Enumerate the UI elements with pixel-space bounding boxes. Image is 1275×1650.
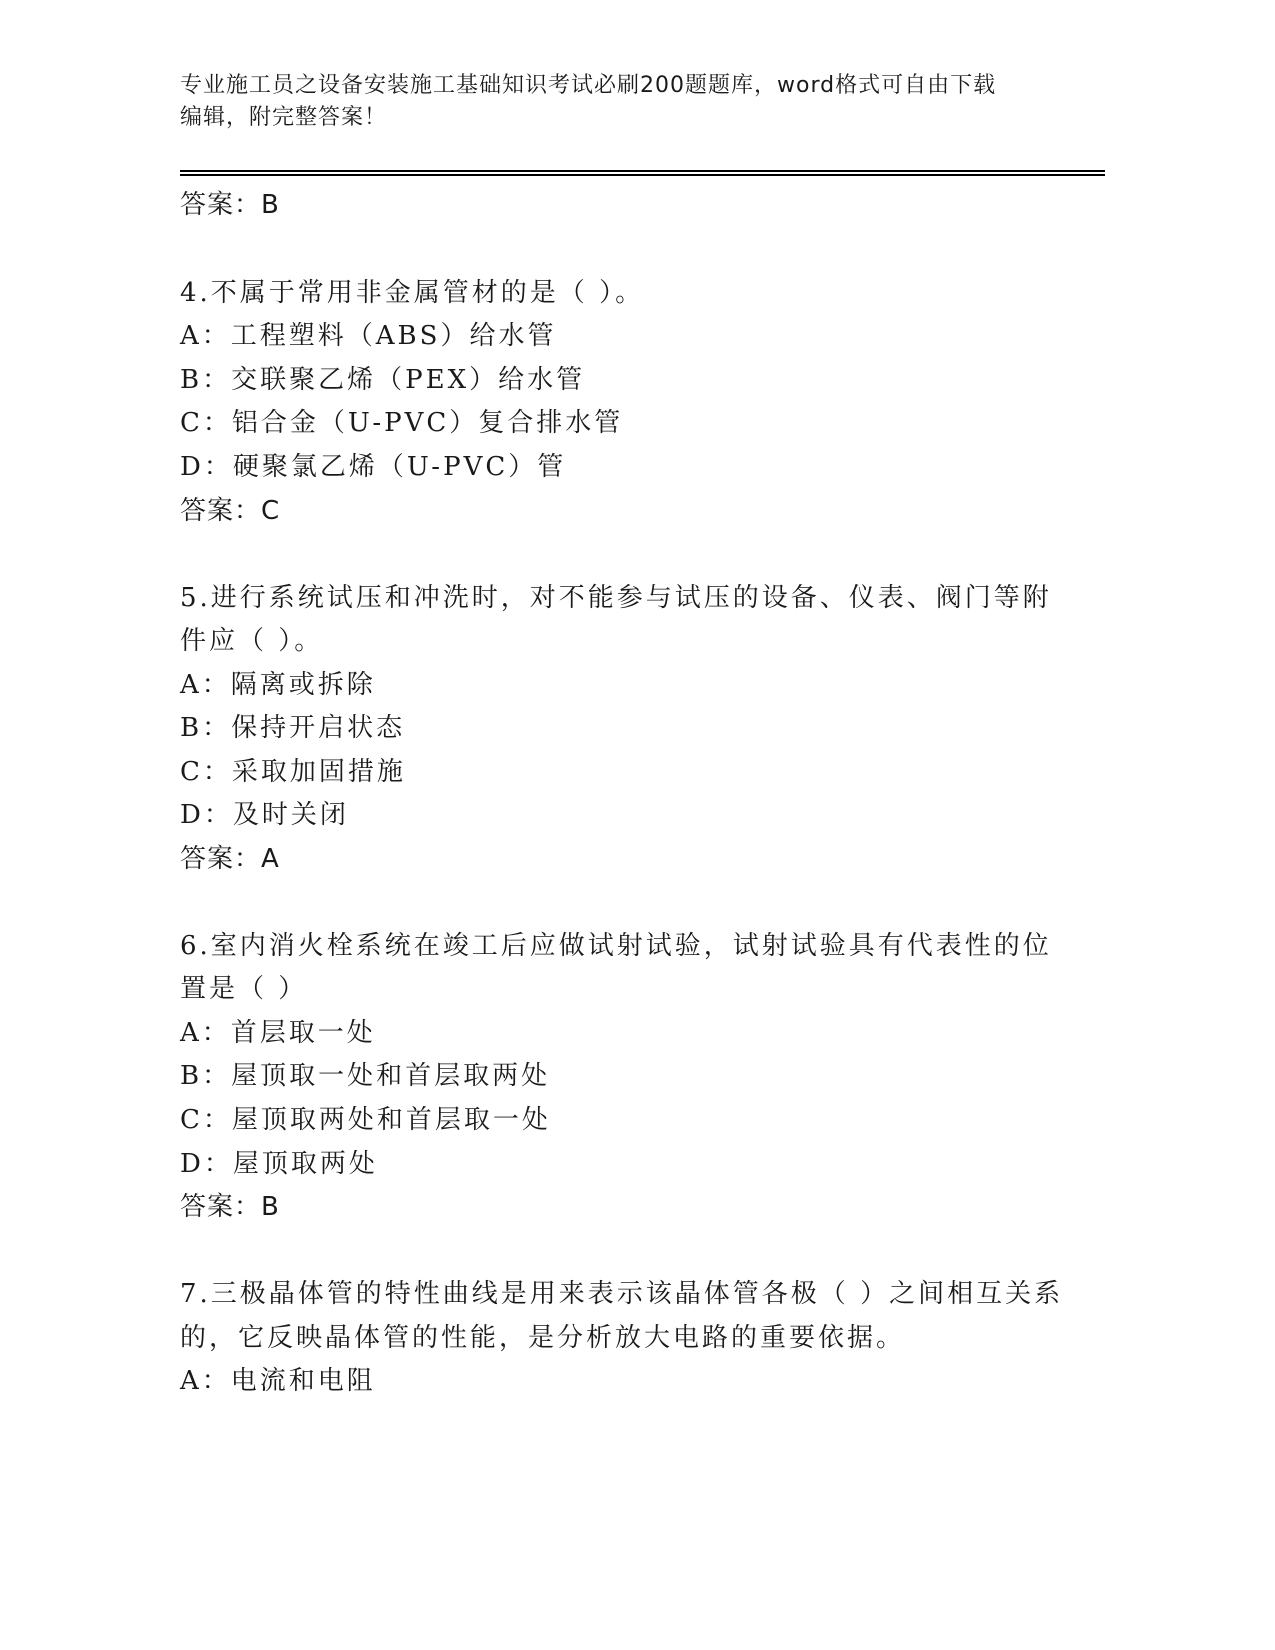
question-7-option-a: A：电流和电阻 <box>180 1366 376 1396</box>
question-7-stem-line-2: 的，它反映晶体管的性能，是分析放大电路的重要依据。 <box>180 1323 906 1353</box>
question-6-answer: 答案：B <box>180 1192 280 1222</box>
question-5-option-a: A：隔离或拆除 <box>180 670 376 700</box>
question-5-stem-line-1: 5.进行系统试压和冲洗时，对不能参与试压的设备、仪表、阀门等附 <box>180 583 1052 613</box>
header-divider-bottom <box>180 174 1105 176</box>
header-line-2: 编辑，附完整答案！ <box>180 105 388 130</box>
document-header <box>180 70 1060 134</box>
question-7-stem-line-1: 7.三极晶体管的特性曲线是用来表示该晶体管各极（ ）之间相互关系 <box>180 1279 1064 1309</box>
question-6-option-c: C：屋顶取两处和首层取一处 <box>180 1105 551 1135</box>
question-6-stem-line-1: 6.室内消火栓系统在竣工后应做试射试验，试射试验具有代表性的位 <box>180 931 1052 961</box>
header-line-1: 专业施工员之设备安装施工基础知识考试必刷200题题库，word格式可自由下载 <box>180 73 997 98</box>
question-5-stem-line-2: 件应（ ）。 <box>180 626 324 656</box>
question-4-option-d: D：硬聚氯乙烯（U-PVC）管 <box>180 452 567 482</box>
question-4-option-c: C：铝合金（U-PVC）复合排水管 <box>180 408 624 438</box>
question-5-answer: 答案：A <box>180 844 280 874</box>
question-6-option-b: B：屋顶取一处和首层取两处 <box>180 1061 551 1091</box>
question-5-option-d: D：及时关闭 <box>180 800 349 830</box>
question-6-stem-line-2: 置是（ ） <box>180 974 308 1004</box>
question-5-option-b: B：保持开启状态 <box>180 713 406 743</box>
question-4-option-b: B：交联聚乙烯（PEX）给水管 <box>180 365 586 395</box>
question-4-stem: 4.不属于常用非金属管材的是（ ）。 <box>180 278 645 308</box>
question-4-answer: 答案：C <box>180 496 281 526</box>
question-6-option-d: D：屋顶取两处 <box>180 1149 378 1179</box>
question-6-option-a: A：首层取一处 <box>180 1018 376 1048</box>
previous-answer: 答案：B <box>180 190 280 220</box>
question-4-option-a: A：工程塑料（ABS）给水管 <box>180 321 557 351</box>
question-5-option-c: C：采取加固措施 <box>180 757 406 787</box>
header-divider-top <box>180 170 1105 172</box>
